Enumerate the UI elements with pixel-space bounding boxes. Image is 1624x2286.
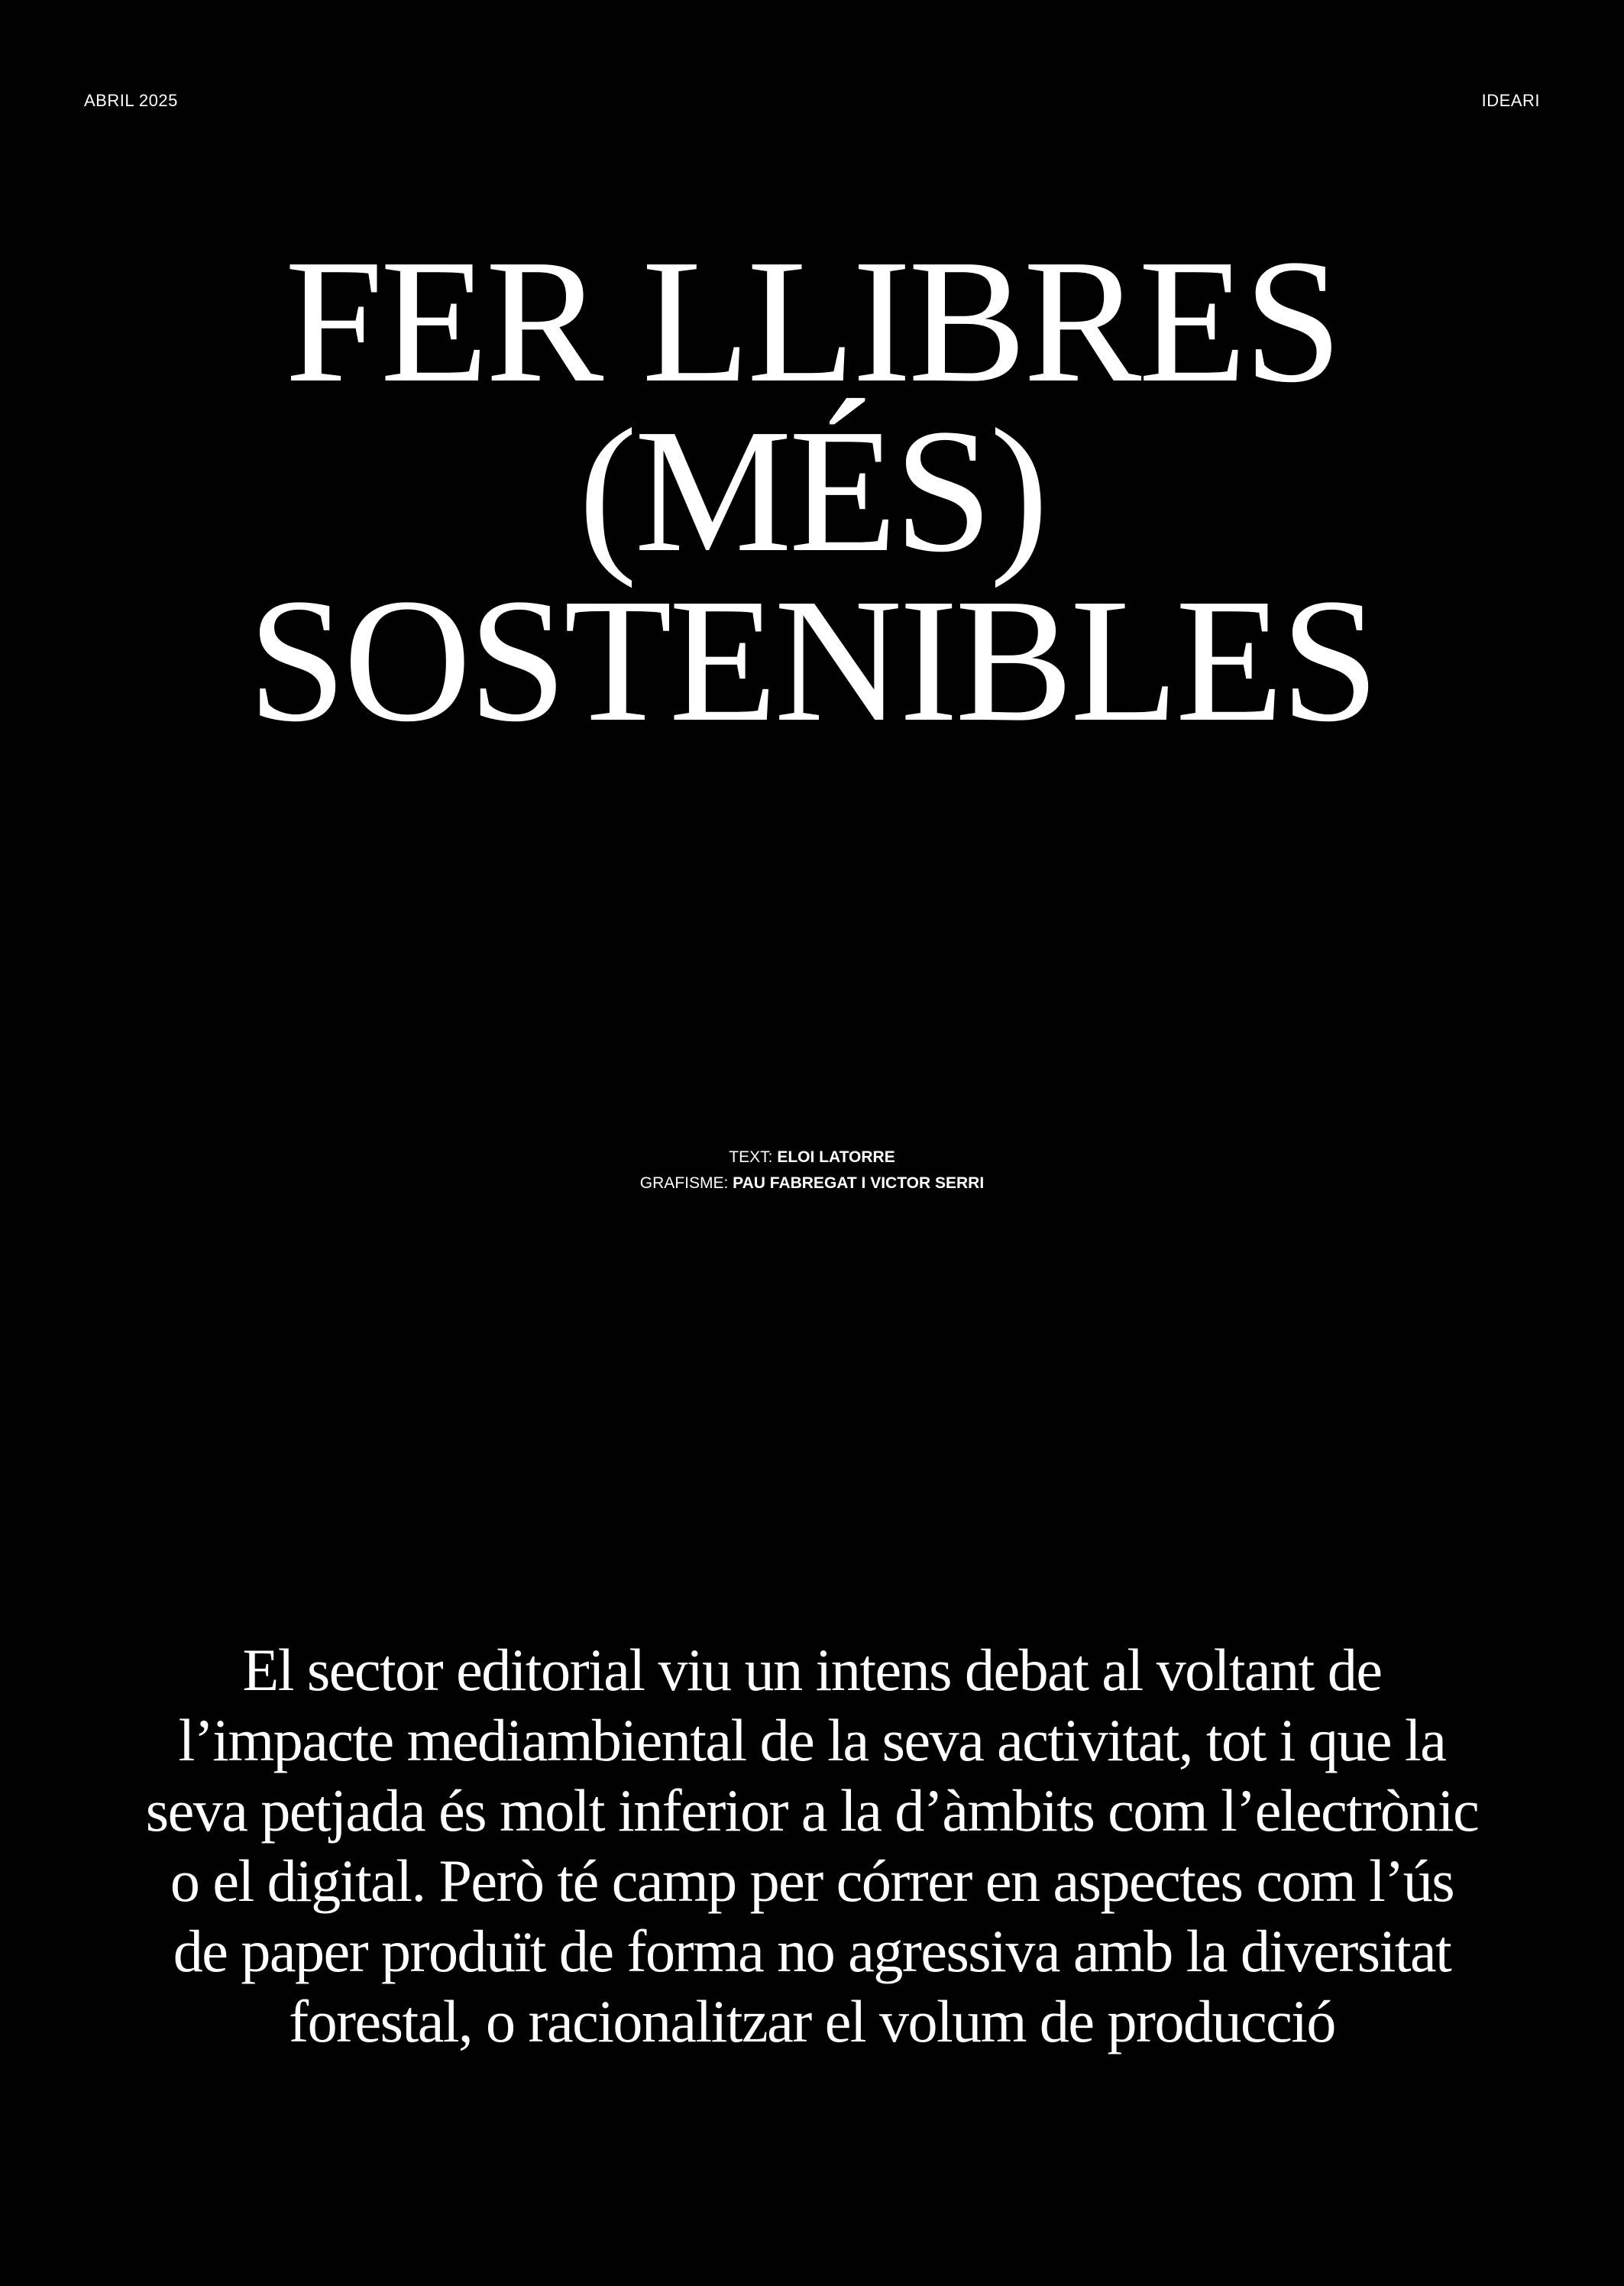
lede-line: El sector editorial viu un intens debat al voltant de: [242, 1637, 1382, 1703]
credit-design-authors: PAU FABREGAT I VICTOR SERRI: [733, 1174, 985, 1192]
title-line: SOSTENIBLES: [247, 562, 1377, 759]
lede-line: seva petjada és molt inferior a la d’àmbits com l’electrònic: [145, 1777, 1479, 1844]
credit-text-label: TEXT:: [729, 1148, 773, 1166]
lede-line: o el digital. Però té camp per córrer en aspectes com l’ús: [170, 1847, 1454, 1914]
credit-text-author: ELOI LATORRE: [777, 1148, 895, 1166]
article-title: [0, 223, 1624, 759]
credit-design-label: GRAFISME:: [639, 1174, 729, 1192]
lede-line: forestal, o racionalitzar el volum de producció: [289, 1988, 1335, 2054]
lede-line: de paper produït de forma no agressiva amb la diversitat: [173, 1918, 1451, 1984]
title-line: (MÉS): [578, 393, 1046, 589]
credit-design: [0, 1171, 1624, 1196]
lede-line: l’impacte mediambiental de la seva activitat, tot i que la: [178, 1707, 1446, 1773]
issue-date: ABRIL 2025: [84, 91, 178, 110]
title-line: FER LLIBRES: [284, 223, 1340, 419]
credits: [0, 1145, 1624, 1196]
section-name: IDEARI: [1481, 91, 1540, 110]
article-lede: [92, 1635, 1532, 2057]
credit-text: [0, 1145, 1624, 1171]
